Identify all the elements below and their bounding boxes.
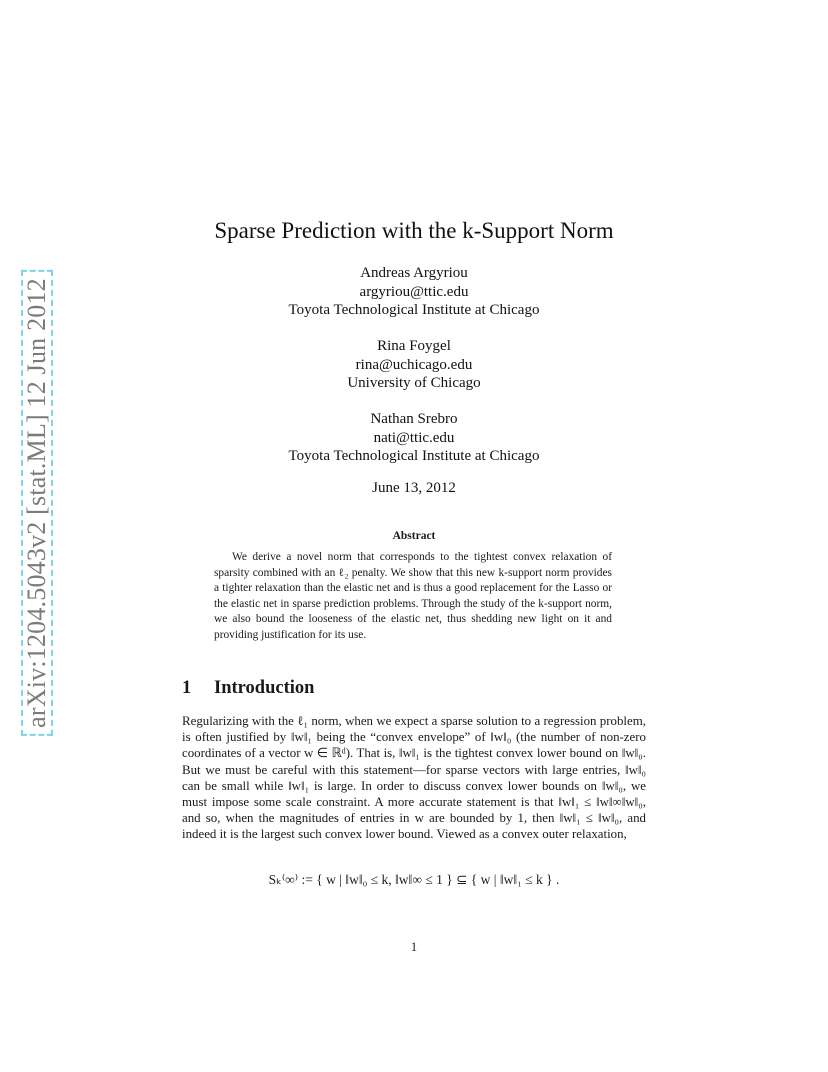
section-title: Introduction — [214, 678, 315, 698]
author-email[interactable]: nati@ttic.edu — [373, 429, 455, 446]
paper-title: Sparse Prediction with the k-Support Norm — [214, 218, 614, 243]
author-email[interactable]: rina@uchicago.edu — [355, 356, 473, 373]
arxiv-sidebar — [22, 262, 52, 744]
arxiv-identifier-stamp[interactable]: arXiv:1204.5043v2 [stat.ML] 12 Jun 2012 — [21, 270, 53, 736]
abstract-text: We derive a novel norm that corresponds to the tightest convex relaxation of sparsity combined with an ℓ₂ penalty. We show that this new k-support norm provides a tighter relaxation than the elastic net and is thus a good replacement for the Lasso or the elastic net in sparse prediction problems. Through the study of the k-support norm, we also bound the looseness of the elastic net, thus shedding new light on it and providing justification for its use. — [214, 551, 612, 641]
author-affiliation: Toyota Technological Institute at Chicago — [288, 448, 540, 464]
author-name: Rina Foygel — [377, 338, 451, 354]
author-affiliation: University of Chicago — [347, 375, 481, 391]
section-heading — [182, 678, 314, 699]
author-affiliation: Toyota Technological Institute at Chicago — [288, 302, 540, 318]
section-number: 1 — [182, 678, 192, 698]
page-number: 1 — [410, 940, 418, 954]
publication-date: June 13, 2012 — [372, 480, 456, 496]
author-name: Nathan Srebro — [370, 411, 458, 427]
author-block-2 — [0, 337, 828, 393]
author-name: Andreas Argyriou — [360, 265, 468, 281]
abstract-heading: Abstract — [392, 530, 436, 542]
display-equation: Sₖ⁽∞⁾ := { w | ‖w‖₀ ≤ k, ‖w‖∞ ≤ 1 } ⊆ { w | ‖w‖₁ ≤ k } . — [268, 872, 560, 887]
author-block-3 — [0, 410, 828, 466]
author-block-1 — [0, 264, 828, 320]
introduction-paragraph: Regularizing with the ℓ₁ norm, when we expect a sparse solution to a regression problem, is often justified by ‖w‖₁ being the “convex envelope” of ‖w‖₀ (the number of non-zero coordinates of a vector w ∈ ℝᵈ). That is, ‖w‖₁ is the tightest convex lower bound on ‖w‖₀. But we must be careful with this statement—for sparse vectors with large entries, ‖w‖₀ can be small while ‖w‖₁ is large. In order to discuss convex lower bounds on ‖w‖₀, we must impose some scale constraint. A more accurate statement is that ‖w‖₁ ≤ ‖w‖∞‖w‖₀, and so, when the magnitudes of entries in w are bounded by 1, then ‖w‖₁ ≤ ‖w‖₀, and indeed it is the largest such convex lower bound. Viewed as a convex outer relaxation, — [182, 714, 646, 842]
author-email[interactable]: argyriou@ttic.edu — [359, 283, 469, 300]
